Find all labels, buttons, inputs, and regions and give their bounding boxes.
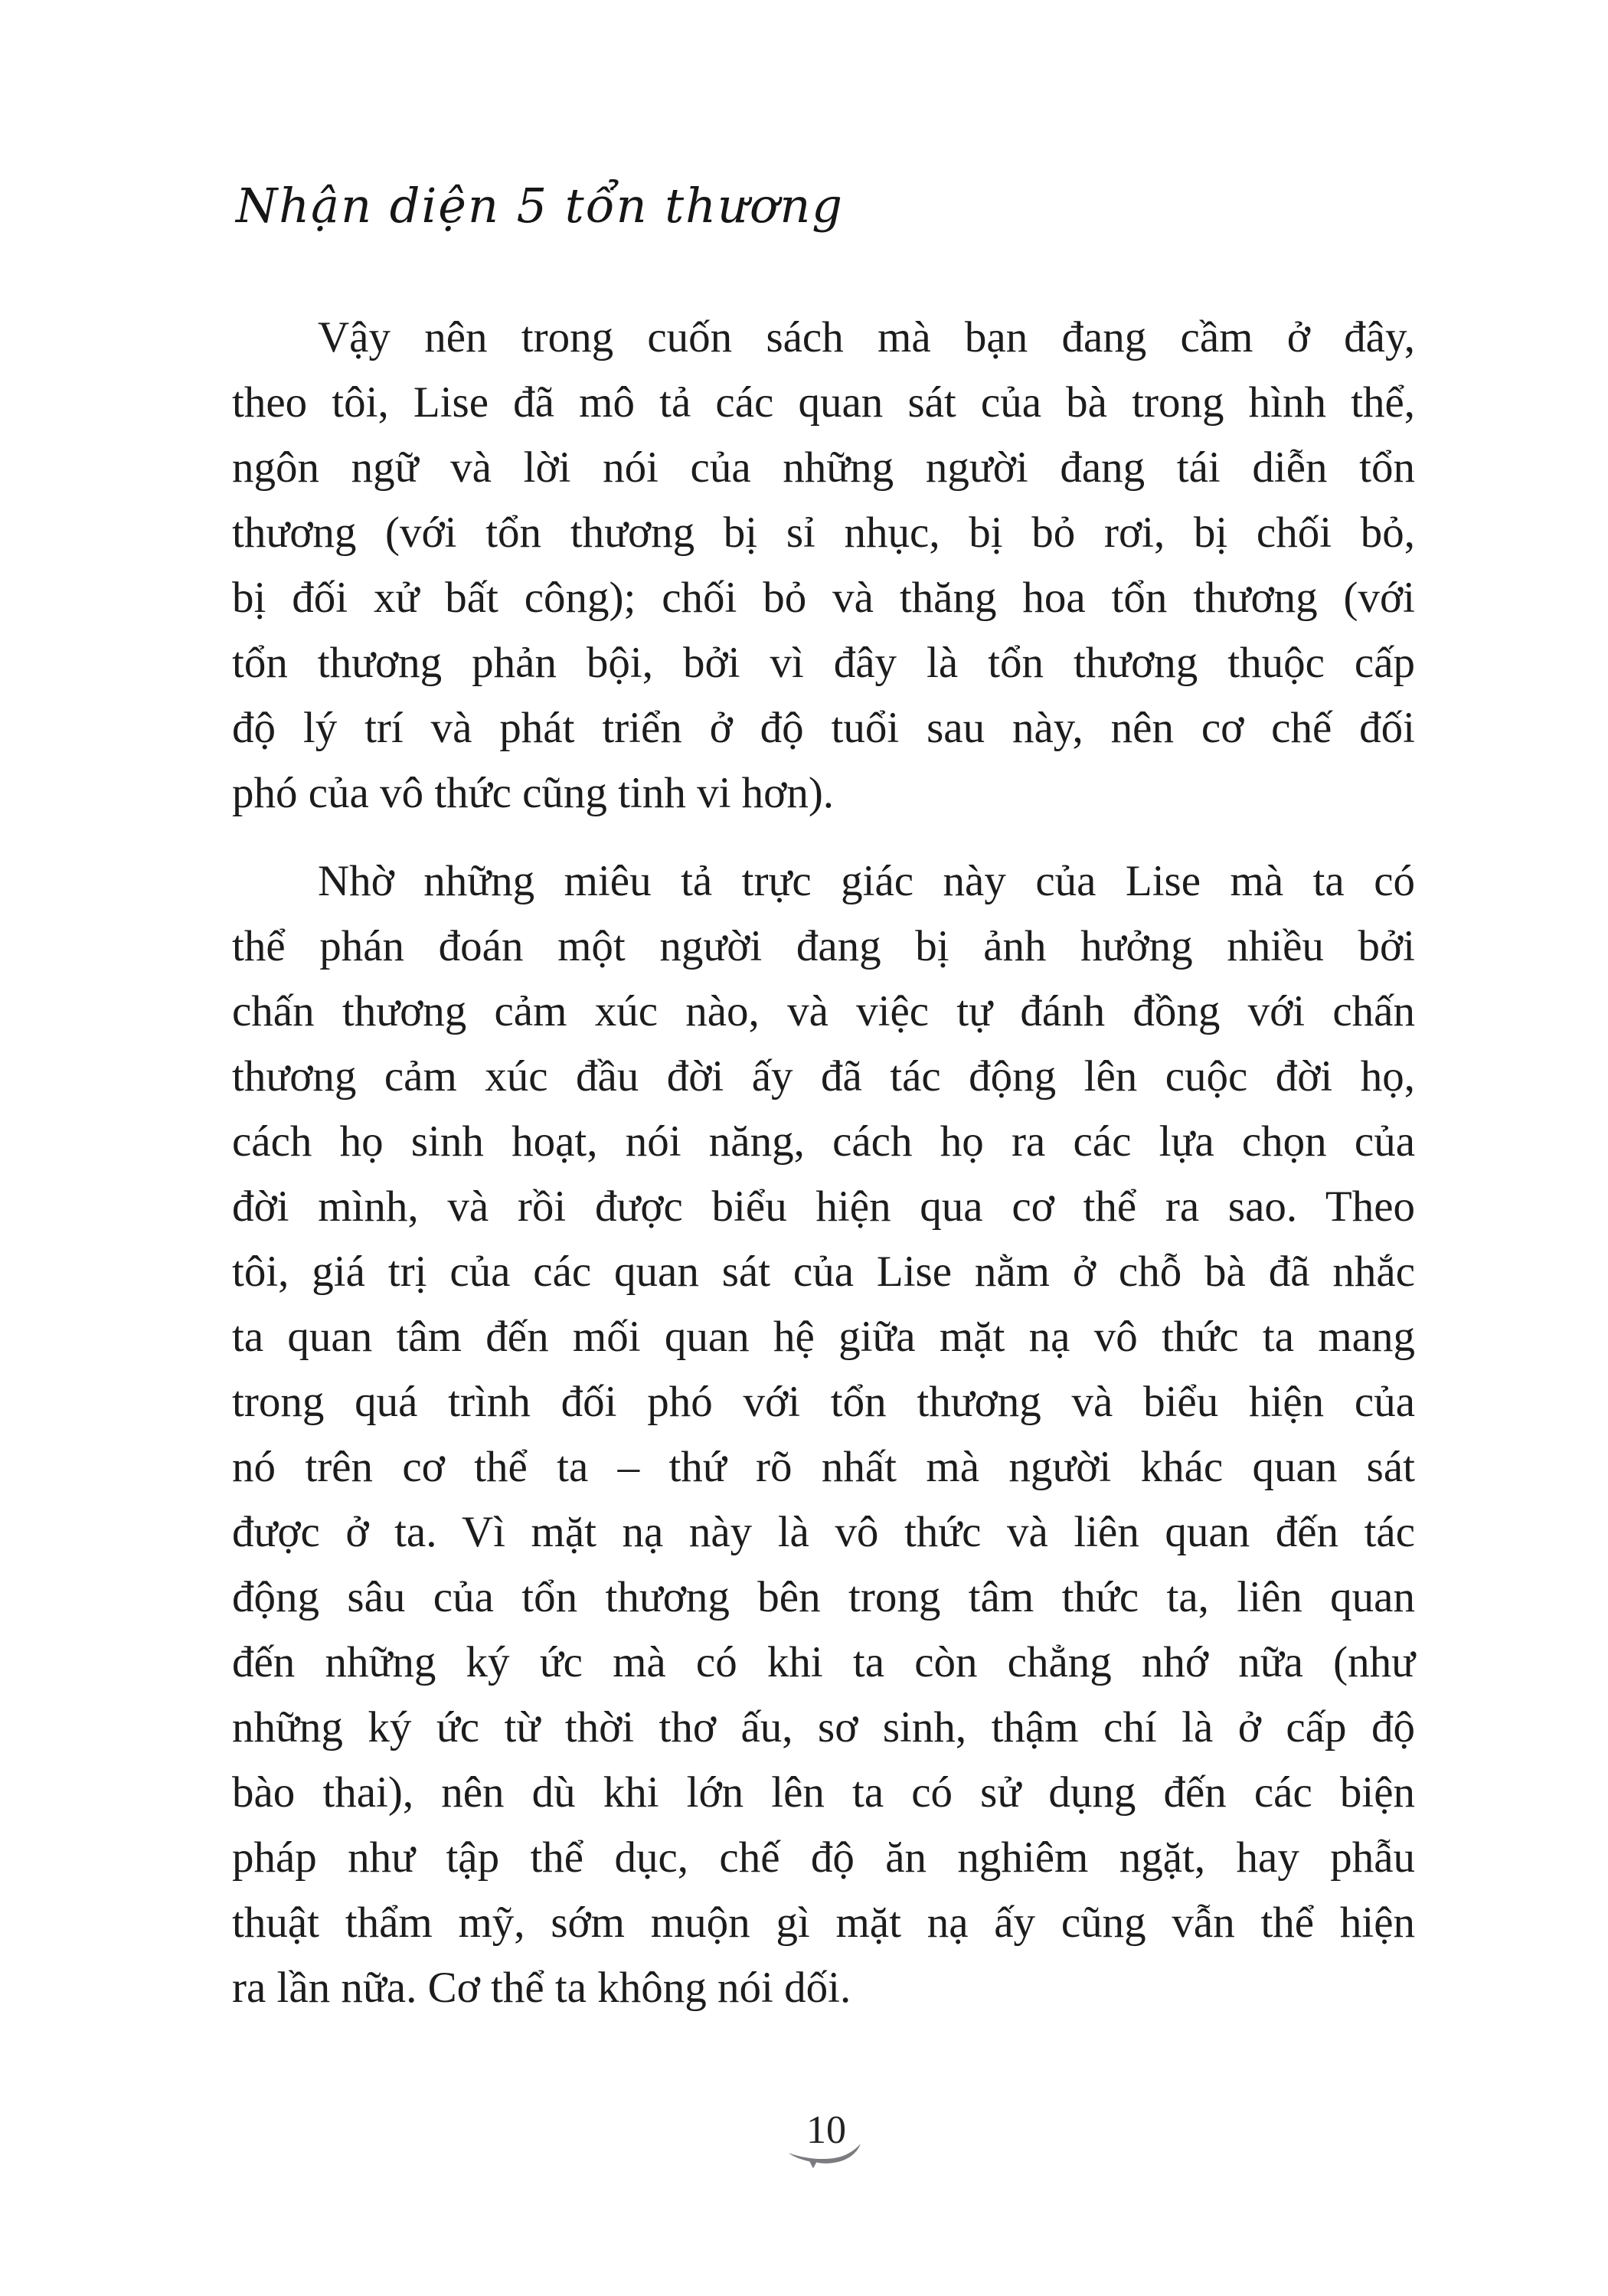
text-line: những ký ức từ thời thơ ấu, sơ sinh, thậm chí là ở cấp độ [232,1703,1415,1751]
text-line: đến những ký ức mà có khi ta còn chẳng nhớ nữa (như [232,1638,1415,1686]
text-line: Vậy nên trong cuốn sách mà bạn đang cầm ở đây, [318,313,1415,361]
text-line: đời mình, và rồi được biểu hiện qua cơ thể ra sao. Theo [232,1182,1415,1231]
text-line: Nhờ những miêu tả trực giác này của Lise mà ta có [318,857,1415,905]
text-line: được ở ta. Vì mặt nạ này là vô thức và liên quan đến tác [232,1508,1415,1556]
page-body-text [232,305,1415,2020]
text-line: bị đối xử bất công); chối bỏ và thăng hoa tổn thương (với [232,574,1415,622]
text-line: ngôn ngữ và lời nói của những người đang tái diễn tổn [232,443,1415,492]
text-line: độ lý trí và phát triển ở độ tuổi sau này, nên cơ chế đối [232,704,1415,752]
text-line: trong quá trình đối phó với tổn thương và biểu hiện của [232,1378,1415,1426]
text-line: thương (với tổn thương bị sỉ nhục, bị bỏ rơi, bị chối bỏ, [232,509,1415,557]
text-line: ta quan tâm đến mối quan hệ giữa mặt nạ vô thức ta mang [232,1313,1415,1361]
text-line: thuật thẩm mỹ, sớm muộn gì mặt nạ ấy cũng vẫn thể hiện [232,1899,1415,1947]
text-line: tổn thương phản bội, bởi vì đây là tổn thương thuộc cấp [232,639,1415,687]
page-number: 10 [806,2108,846,2152]
paragraph [232,849,1415,2020]
text-line: phó của vô thức cũng tinh vi hơn). [232,769,835,817]
text-line: tôi, giá trị của các quan sát của Lise nằm ở chỗ bà đã nhắc [232,1248,1415,1296]
text-line: nó trên cơ thể ta – thứ rõ nhất mà người khác quan sát [232,1443,1415,1491]
running-header: Nhận diện 5 tổn thương [236,178,844,234]
text-line: thể phán đoán một người đang bị ảnh hưởng nhiều bởi [232,922,1415,970]
page-number-flourish-icon [788,2143,861,2169]
page-number-block [777,2108,900,2180]
text-line: theo tôi, Lise đã mô tả các quan sát của bà trong hình thể, [232,378,1415,427]
text-line: chấn thương cảm xúc nào, và việc tự đánh đồng với chấn [232,987,1415,1035]
text-line: động sâu của tổn thương bên trong tâm thức ta, liên quan [232,1573,1415,1621]
text-line: bào thai), nên dù khi lớn lên ta có sử dụng đến các biện [232,1768,1415,1817]
text-line: cách họ sinh hoạt, nói năng, cách họ ra các lựa chọn của [232,1117,1415,1166]
text-line: thương cảm xúc đầu đời ấy đã tác động lên cuộc đời họ, [232,1052,1415,1101]
text-line: pháp như tập thể dục, chế độ ăn nghiêm ngặt, hay phẫu [232,1833,1415,1882]
text-line: ra lần nữa. Cơ thể ta không nói dối. [232,1964,851,2012]
paragraph [232,305,1415,826]
